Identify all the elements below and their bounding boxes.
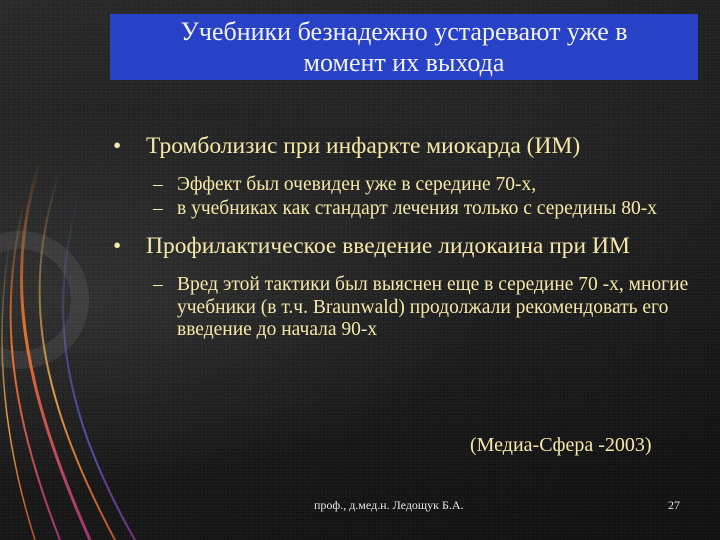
- title-box: [110, 14, 698, 80]
- bullet-lidocaine: [113, 232, 703, 260]
- bullet-list: [113, 132, 703, 342]
- sub-bullet: [113, 198, 703, 221]
- page-number: 27: [668, 498, 680, 512]
- sub-bullet-marker: –: [153, 274, 163, 295]
- bullet-marker: •: [113, 133, 122, 159]
- sub-bullet-marker: –: [153, 174, 163, 195]
- title-line-1: Учебники безнадежно устаревают уже в: [180, 17, 628, 46]
- footer-author: проф., д.мед.н. Ледощук Б.А.: [314, 498, 464, 512]
- sub-bullet-text: Эффект был очевиден уже в середине 70-х,: [177, 174, 537, 195]
- sub-bullet-text: в учебниках как стандарт лечения только с середины 80-х: [177, 197, 658, 219]
- sub-bullet-text: Вред этой тактики был выяснен еще в середине 70 -х, многие учебники (в т.ч. Braunwald) продолжали рекомендовать его введение до начала 90-х: [177, 274, 689, 340]
- sub-bullet: [113, 174, 703, 197]
- title-line-2: момент их выхода: [303, 48, 505, 77]
- bullet-text: Тромболизис при инфаркте миокарда (ИМ): [146, 133, 581, 159]
- bullet-thrombolysis: [113, 132, 703, 160]
- bullet-text: Профилактическое введение лидокаина при ИМ: [146, 233, 630, 259]
- sub-bullet-marker: –: [153, 197, 163, 219]
- sub-bullet: [113, 274, 703, 342]
- source-citation: (Медиа-Сфера -2003): [470, 434, 652, 456]
- bullet-marker: •: [113, 233, 122, 259]
